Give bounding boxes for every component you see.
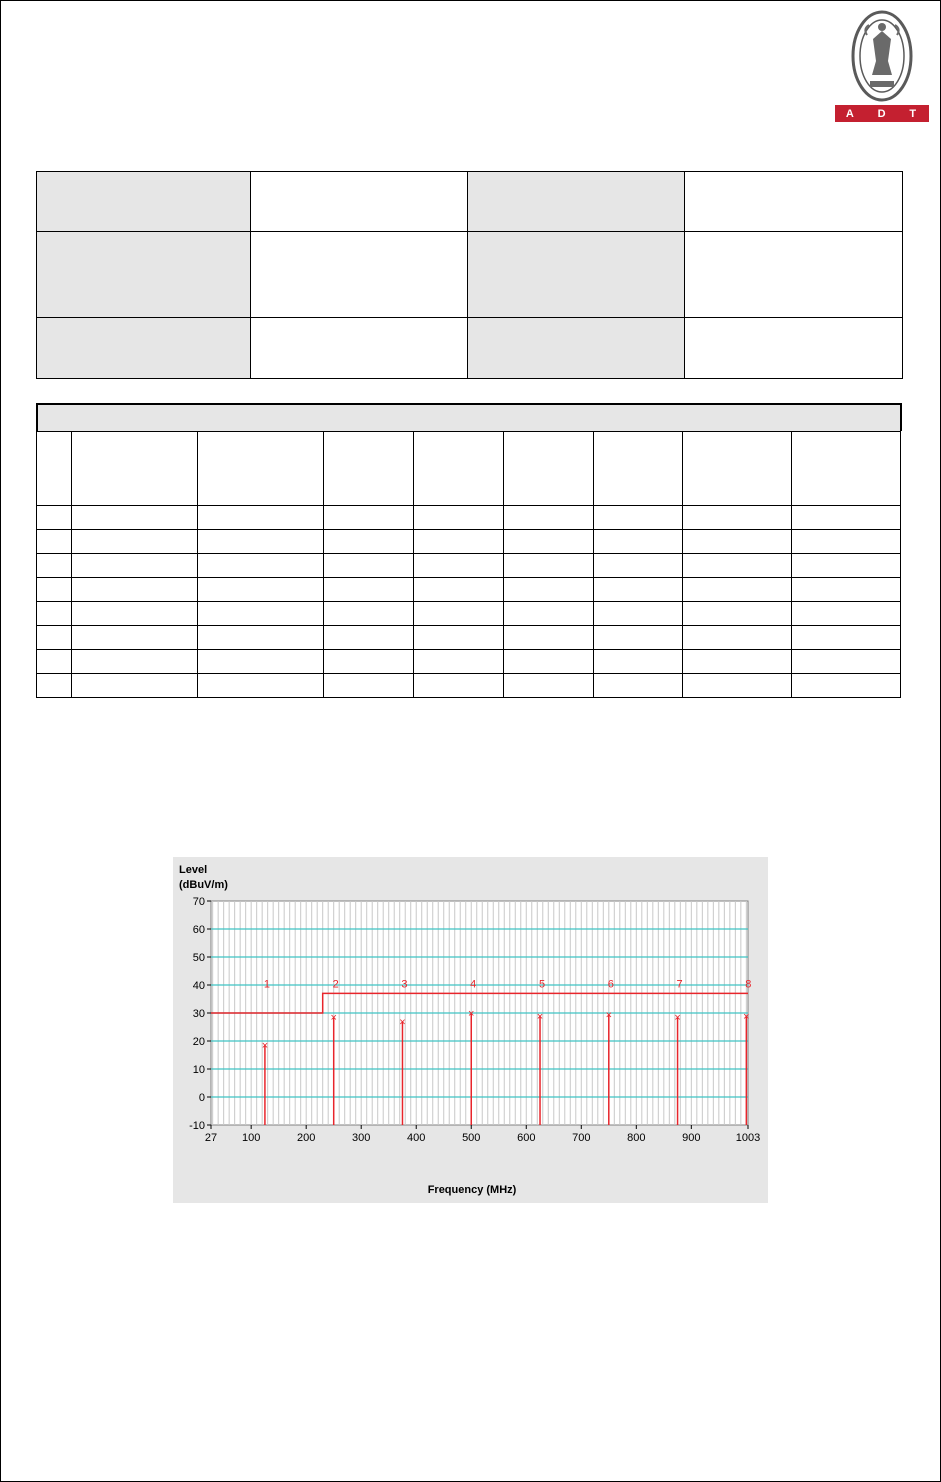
y-tick-label: 60: [192, 924, 205, 936]
results-cell: [324, 554, 414, 578]
marker-label: 6: [607, 978, 614, 991]
results-cell: [414, 506, 504, 530]
results-cell: [594, 578, 683, 602]
results-cell: [324, 530, 414, 554]
band-letter: T: [909, 107, 919, 120]
results-cell: [792, 530, 901, 554]
results-cell: [72, 554, 198, 578]
results-cell: [683, 650, 792, 674]
results-cell: [324, 578, 414, 602]
results-cell: [792, 506, 901, 530]
results-cell: [72, 626, 198, 650]
results-cell: [198, 626, 324, 650]
results-cell: [72, 674, 198, 698]
results-cell: [594, 650, 683, 674]
results-row: [37, 626, 901, 650]
results-cell: [792, 650, 901, 674]
results-cell: [504, 530, 594, 554]
results-cell: [683, 626, 792, 650]
info-label-cell: [37, 232, 251, 318]
results-row: [37, 602, 901, 626]
results-cell: [504, 578, 594, 602]
results-cell: [37, 554, 72, 578]
results-cell: [594, 530, 683, 554]
results-cell: [324, 626, 414, 650]
results-cell: [792, 626, 901, 650]
info-label-cell: [468, 318, 685, 379]
results-cell: [683, 530, 792, 554]
results-cell: [594, 602, 683, 626]
results-cell: [792, 554, 901, 578]
bureau-veritas-seal-icon: [851, 9, 913, 103]
results-cell: [414, 674, 504, 698]
x-tick-label: 200: [297, 1132, 316, 1144]
signal-point: ×: [330, 1012, 337, 1025]
info-value-cell: [685, 318, 903, 379]
y-tick-label: 20: [192, 1036, 205, 1048]
x-tick-label: 600: [517, 1132, 536, 1144]
results-row: [37, 578, 901, 602]
x-tick-label: 27: [204, 1132, 218, 1144]
marker-label: 2: [332, 978, 339, 991]
adt-band: [835, 105, 929, 122]
results-cell: [72, 602, 198, 626]
results-cell: [37, 578, 72, 602]
results-cell: [72, 530, 198, 554]
results-cell: [792, 578, 901, 602]
results-row: [37, 650, 901, 674]
results-cell: [37, 602, 72, 626]
info-label-cell: [468, 172, 685, 232]
y-tick-label: 10: [192, 1064, 205, 1076]
signal-point: ×: [261, 1040, 269, 1053]
results-cell: [504, 506, 594, 530]
results-cell: [324, 432, 414, 506]
results-cell: [72, 432, 198, 506]
y-axis-unit: (dBuV/m): [179, 879, 228, 891]
chart-canvas: [173, 857, 768, 1203]
x-tick-label: 100: [241, 1132, 261, 1144]
results-table-header: [36, 403, 902, 431]
results-cell: [324, 506, 414, 530]
band-letter: D: [877, 107, 888, 120]
results-cell: [72, 578, 198, 602]
results-cell: [594, 432, 683, 506]
info-value-cell: [685, 232, 903, 318]
signal-point: ×: [743, 1010, 750, 1023]
marker-label: 8: [745, 978, 752, 991]
signal-point: ×: [399, 1016, 406, 1029]
y-tick-label: -10: [189, 1120, 205, 1132]
results-cell: [594, 626, 683, 650]
y-tick-label: 40: [192, 980, 205, 992]
marker-label: 1: [263, 978, 270, 991]
results-cell: [414, 602, 504, 626]
y-tick-label: 30: [192, 1008, 205, 1020]
results-cell: [414, 578, 504, 602]
results-cell: [198, 602, 324, 626]
results-cell: [198, 674, 324, 698]
info-value-cell: [251, 232, 468, 318]
info-value-cell: [685, 172, 903, 232]
signal-point: ×: [536, 1010, 544, 1023]
marker-label: 7: [676, 978, 683, 991]
marker-label: 5: [538, 978, 546, 991]
results-cell: [72, 506, 198, 530]
results-cell: [198, 530, 324, 554]
results-cell: [683, 602, 792, 626]
x-tick-label: 1003: [735, 1132, 761, 1144]
results-cell: [792, 674, 901, 698]
results-row: [37, 674, 901, 698]
info-label-cell: [37, 318, 251, 379]
results-cell: [37, 432, 72, 506]
results-cell: [594, 506, 683, 530]
results-row: [37, 554, 901, 578]
x-axis-ticks: [205, 1125, 760, 1144]
results-cell: [504, 626, 594, 650]
results-cell: [324, 674, 414, 698]
results-cell: [37, 674, 72, 698]
results-cell: [504, 554, 594, 578]
results-cell: [504, 432, 594, 506]
results-cell: [198, 432, 324, 506]
x-tick-label: 400: [407, 1132, 426, 1144]
y-tick-label: 0: [198, 1092, 205, 1104]
band-letter: A: [845, 107, 856, 120]
results-cell: [504, 602, 594, 626]
results-cell: [37, 506, 72, 530]
marker-label: 3: [401, 978, 408, 991]
results-cell: [414, 650, 504, 674]
results-cell: [792, 432, 901, 506]
signal-point: ×: [605, 1009, 613, 1022]
info-label-cell: [468, 232, 685, 318]
x-tick-label: 700: [572, 1132, 591, 1144]
results-cell: [504, 650, 594, 674]
info-label-cell: [37, 172, 251, 232]
x-tick-label: 500: [462, 1132, 481, 1144]
test-info-table: [36, 171, 903, 379]
info-value-cell: [251, 172, 468, 232]
emission-chart: [173, 857, 768, 1203]
x-axis-label: Frequency (MHz): [427, 1184, 517, 1196]
bureau-veritas-logo: [835, 9, 929, 120]
results-cell: [37, 530, 72, 554]
results-cell: [198, 578, 324, 602]
marker-label: 4: [470, 978, 477, 991]
signal-point: ×: [468, 1008, 475, 1020]
results-cell: [683, 506, 792, 530]
results-cell: [414, 432, 504, 506]
results-cell: [683, 674, 792, 698]
results-cell: [683, 578, 792, 602]
results-cell: [72, 650, 198, 674]
results-cell: [37, 650, 72, 674]
results-cell: [414, 530, 504, 554]
results-cell: [324, 650, 414, 674]
y-tick-label: 70: [192, 896, 205, 908]
y-axis-ticks: [189, 896, 211, 1132]
info-row: [37, 318, 903, 379]
results-cell: [414, 554, 504, 578]
info-row: [37, 172, 903, 232]
results-cell: [683, 554, 792, 578]
results-row: [37, 506, 901, 530]
results-cell: [198, 650, 324, 674]
x-tick-label: 300: [352, 1132, 371, 1144]
results-cell: [198, 506, 324, 530]
info-row: [37, 232, 903, 318]
x-tick-label: 900: [682, 1132, 701, 1144]
results-cell: [683, 432, 792, 506]
results-table: [36, 431, 901, 698]
results-cell: [594, 554, 683, 578]
results-cell: [792, 602, 901, 626]
y-axis-label: Level: [179, 864, 208, 876]
results-cell: [504, 674, 594, 698]
results-cell: [198, 554, 324, 578]
results-row: [37, 530, 901, 554]
results-cell: [594, 674, 683, 698]
results-cell: [37, 626, 72, 650]
x-tick-label: 800: [627, 1132, 646, 1144]
info-value-cell: [251, 318, 468, 379]
signal-point: ×: [674, 1012, 681, 1025]
results-cell: [324, 602, 414, 626]
y-tick-label: 50: [192, 952, 205, 964]
results-cell: [414, 626, 504, 650]
results-head-row: [37, 432, 901, 506]
